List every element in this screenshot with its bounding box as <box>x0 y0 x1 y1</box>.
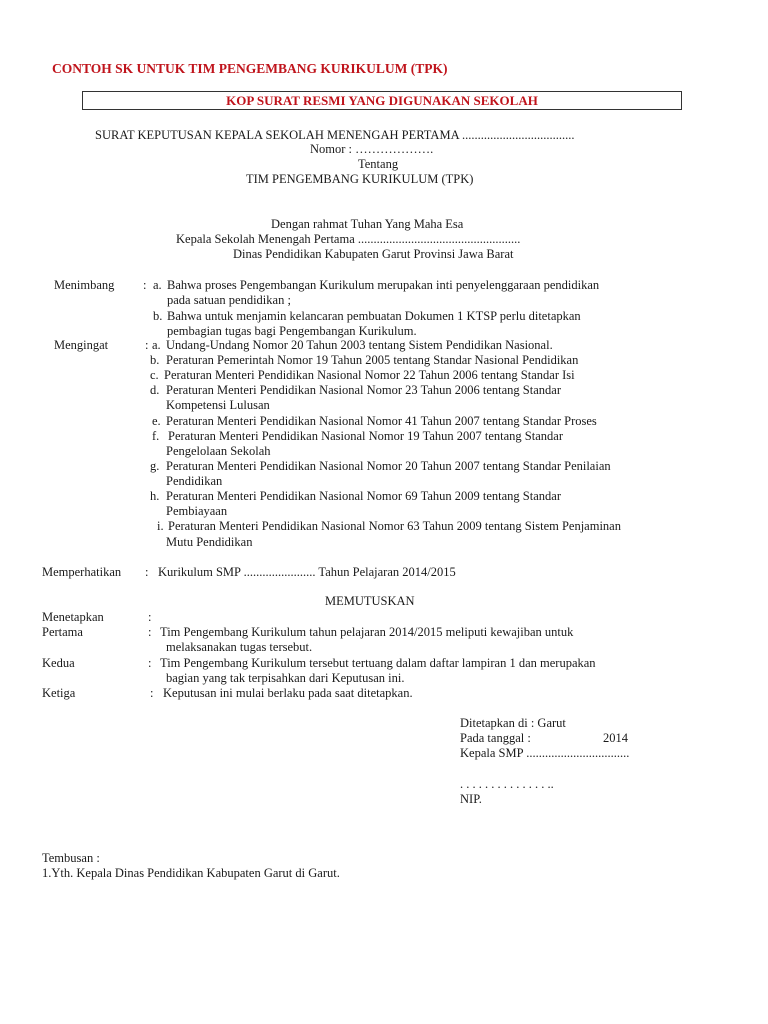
ditetapkan-di: Ditetapkan di : Garut <box>460 716 566 730</box>
mengingat-g-line-2: Pendidikan <box>166 474 223 488</box>
mengingat-marker-f: f. <box>152 429 160 443</box>
tembusan-label: Tembusan : <box>42 851 100 865</box>
mengingat-f-line-1: Peraturan Menteri Pendidikan Nasional Nomor 19 Tahun 2007 tentang Standar <box>168 429 563 443</box>
memperhatikan-label: Memperhatikan <box>42 565 122 579</box>
nip-label: NIP. <box>460 792 482 806</box>
opening-line-3: Dinas Pendidikan Kabupaten Garut Provinsi Jawa Barat <box>233 247 514 261</box>
mengingat-marker-g: g. <box>150 459 160 473</box>
kedua-label: Kedua <box>42 656 75 670</box>
mengingat-d-line-1: Peraturan Menteri Pendidikan Nasional Nomor 23 Tahun 2006 tentang Standar <box>166 383 561 397</box>
ketiga-line-1: Keputusan ini mulai berlaku pada saat ditetapkan. <box>163 686 413 700</box>
decree-title: SURAT KEPUTUSAN KEPALA SEKOLAH MENENGAH PERTAMA .................................... <box>95 128 575 142</box>
document-title: CONTOH SK UNTUK TIM PENGEMBANG KURIKULUM (TPK) <box>52 61 448 76</box>
kop-text: KOP SURAT RESMI YANG DIGUNAKAN SEKOLAH <box>226 93 538 108</box>
menimbang-a-line-1: Bahwa proses Pengembangan Kurikulum merupakan inti penyelenggaraan pendidikan <box>167 278 600 292</box>
opening-line-1: Dengan rahmat Tuhan Yang Maha Esa <box>271 217 464 231</box>
mengingat-b-line-1: Peraturan Pemerintah Nomor 19 Tahun 2005 tentang Standar Nasional Pendidikan <box>166 353 579 367</box>
menetapkan-colon: : <box>148 610 152 624</box>
pertama-label: Pertama <box>42 625 83 639</box>
mengingat-marker-i: i. <box>157 519 164 533</box>
mengingat-d-line-2: Kompetensi Lulusan <box>166 398 270 412</box>
menimbang-b-line-1: Bahwa untuk menjamin kelancaran pembuatan Dokumen 1 KTSP perlu ditetapkan <box>167 309 581 323</box>
menimbang-label: Menimbang <box>54 278 115 292</box>
kedua-line-1: Tim Pengembang Kurikulum tersebut tertuang dalam daftar lampiran 1 dan merupakan <box>160 656 596 670</box>
mengingat-marker-h: h. <box>150 489 160 503</box>
mengingat-i-line-1: Peraturan Menteri Pendidikan Nasional Nomor 63 Tahun 2009 tentang Sistem Penjaminan <box>168 519 621 533</box>
kedua-colon: : <box>148 656 152 670</box>
mengingat-marker-d: d. <box>150 383 160 397</box>
signatory-name-dots: . . . . . . . . . . . . . . .. <box>460 777 554 791</box>
menetapkan-label: Menetapkan <box>42 610 104 624</box>
mengingat-a-line-1: Undang-Undang Nomor 20 Tahun 2003 tentang Sistem Pendidikan Nasional. <box>166 338 553 352</box>
mengingat-label: Mengingat <box>54 338 109 352</box>
kedua-line-2: bagian yang tak terpisahkan dari Keputusan ini. <box>166 671 405 685</box>
tentang-label: Tentang <box>358 157 399 171</box>
mengingat-g-line-1: Peraturan Menteri Pendidikan Nasional Nomor 20 Tahun 2007 tentang Standar Penilaian <box>166 459 611 473</box>
mengingat-e-line-1: Peraturan Menteri Pendidikan Nasional Nomor 41 Tahun 2007 tentang Standar Proses <box>166 414 597 428</box>
kepala-smp: Kepala SMP ................................. <box>460 746 630 760</box>
menimbang-marker-a: a. <box>153 278 162 292</box>
menimbang-colon: : <box>143 278 147 292</box>
mengingat-h-line-2: Pembiayaan <box>166 504 228 518</box>
menimbang-a-line-2: pada satuan pendidikan ; <box>167 293 291 307</box>
tanggal-year: 2014 <box>603 731 628 745</box>
menimbang-b-line-2: pembagian tugas bagi Pengembangan Kurikulum. <box>167 324 417 338</box>
memutuskan-heading: MEMUTUSKAN <box>325 594 415 608</box>
mengingat-c-line-1: Peraturan Menteri Pendidikan Nasional Nomor 22 Tahun 2006 tentang Standar Isi <box>164 368 575 382</box>
ketiga-label: Ketiga <box>42 686 76 700</box>
memperhatikan-text: Kurikulum SMP ....................... Tahun Pelajaran 2014/2015 <box>158 565 456 579</box>
menimbang-marker-b: b. <box>153 309 163 323</box>
tanggal-label: Pada tanggal : <box>460 731 531 745</box>
pertama-colon: : <box>148 625 152 639</box>
mengingat-colon: : <box>145 338 149 352</box>
pertama-line-2: melaksanakan tugas tersebut. <box>166 640 313 654</box>
mengingat-marker-a: a. <box>152 338 161 352</box>
decree-subject: TIM PENGEMBANG KURIKULUM (TPK) <box>246 172 474 186</box>
mengingat-i-line-2: Mutu Pendidikan <box>166 535 253 549</box>
opening-line-2: Kepala Sekolah Menengah Pertama .................................................... <box>176 232 521 246</box>
mengingat-marker-b: b. <box>150 353 160 367</box>
mengingat-marker-e: e. <box>152 414 161 428</box>
mengingat-marker-c: c. <box>150 368 159 382</box>
kop-box <box>82 91 682 110</box>
mengingat-f-line-2: Pengelolaan Sekolah <box>166 444 271 458</box>
ketiga-colon: : <box>150 686 154 700</box>
decree-number: Nomor : ………………. <box>310 142 434 156</box>
tembusan-item-1: 1.Yth. Kepala Dinas Pendidikan Kabupaten Garut di Garut. <box>42 866 340 880</box>
mengingat-h-line-1: Peraturan Menteri Pendidikan Nasional Nomor 69 Tahun 2009 tentang Standar <box>166 489 561 503</box>
memperhatikan-colon: : <box>145 565 149 579</box>
pertama-line-1: Tim Pengembang Kurikulum tahun pelajaran 2014/2015 meliputi kewajiban untuk <box>160 625 574 639</box>
